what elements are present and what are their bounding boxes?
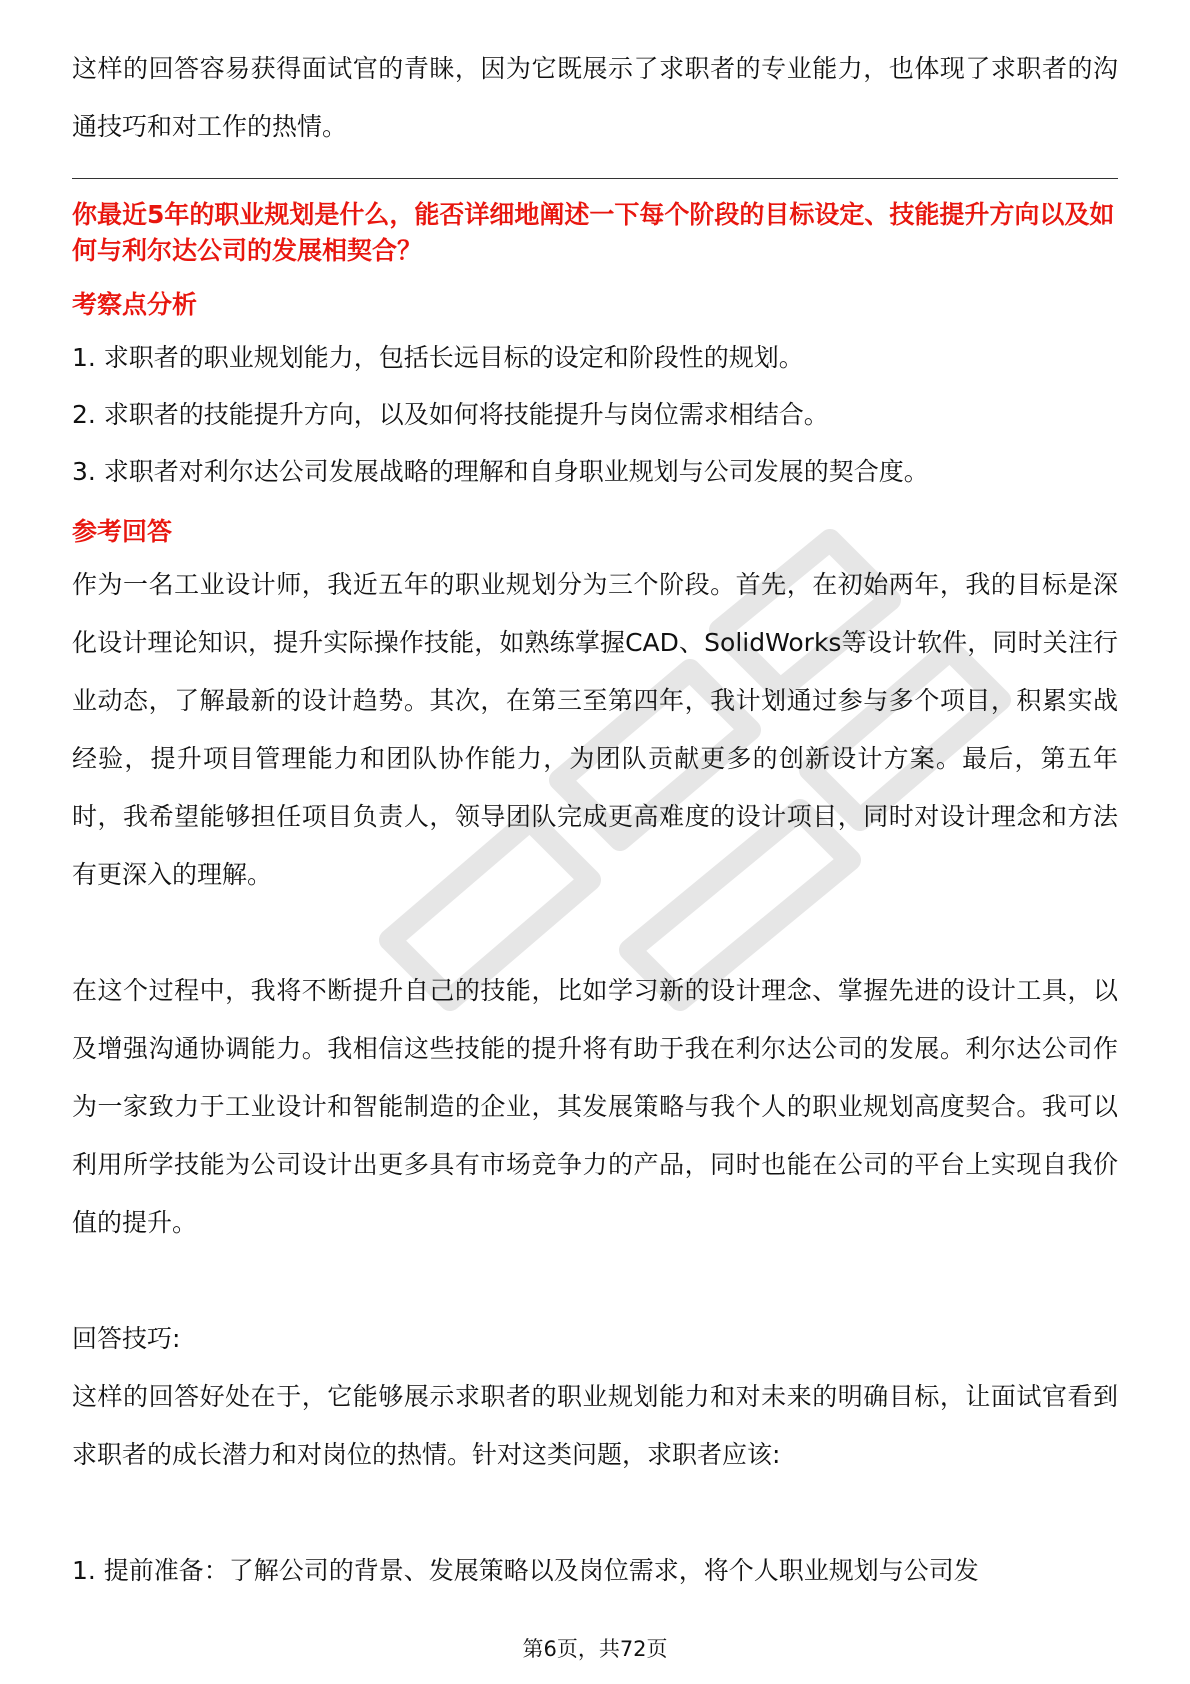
tips-title: 回答技巧: [72,1324,181,1353]
spacer [72,500,1118,508]
spacer [72,904,1118,962]
spacer [72,1484,1118,1542]
analysis-item: 2. 求职者的技能提升方向，以及如何将技能提升与岗位需求相结合。 [72,400,829,429]
spacer [72,1252,1118,1310]
analysis-item: 3. 求职者对利尔达公司发展战略的理解和自身职业规划与公司发展的契合度。 [72,457,929,486]
reference-paragraph: 作为一名工业设计师，我近五年的职业规划分为三个阶段。首先，在初始两年，我的目标是深化设计理论知识，提升实际操作技能，如熟练掌握CAD、SolidWorks等设计软件，同时关注行业动态，了解最新的设计趋势。其次，在第三至第四年，我计划通过参与多个项目，积累实战经验，提升项目管理能力和团队协作能力，为团队贡献更多的创新设计方案。最后，第五年时，我希望能够担任项目负责人，领导团队完成更高难度的设计项目，同时对设计理念和方法有更深入的理解。 [72,570,1118,889]
intro-paragraph: 这样的回答容易获得面试官的青睐，因为它既展示了求职者的专业能力，也体现了求职者的沟通技巧和对工作的热情。 [72,54,1118,141]
question-heading: 你最近5年的职业规划是什么，能否详细地阐述一下每个阶段的目标设定、技能提升方向以及如何与利尔达公司的发展相契合？ [72,200,1115,265]
page-footer: 第6页，共72页 [522,1637,668,1661]
reference-title: 参考回答 [72,517,173,546]
tips-paragraph: 这样的回答好处在于，它能够展示求职者的职业规划能力和对未来的明确目标，让面试官看到求职者的成长潜力和对岗位的热情。针对这类问题，求职者应该: [72,1382,1118,1469]
analysis-item: 1. 求职者的职业规划能力，包括长远目标的设定和阶段性的规划。 [72,343,804,372]
tips-list-item: 1. 提前准备：了解公司的背景、发展策略以及岗位需求，将个人职业规划与公司发 [72,1556,979,1585]
analysis-title: 考察点分析 [72,290,198,319]
reference-paragraph: 在这个过程中，我将不断提升自己的技能，比如学习新的设计理念、掌握先进的设计工具，以及增强沟通协调能力。我相信这些技能的提升将有助于我在利尔达公司的发展。利尔达公司作为一家致力于工业设计和智能制造的企业，其发展策略与我个人的职业规划高度契合。我可以利用所学技能为公司设计出更多具有市场竞争力的产品，同时也能在公司的平台上实现自我价值的提升。 [72,976,1118,1237]
divider-line [72,178,1118,179]
content-area [72,40,1118,1600]
